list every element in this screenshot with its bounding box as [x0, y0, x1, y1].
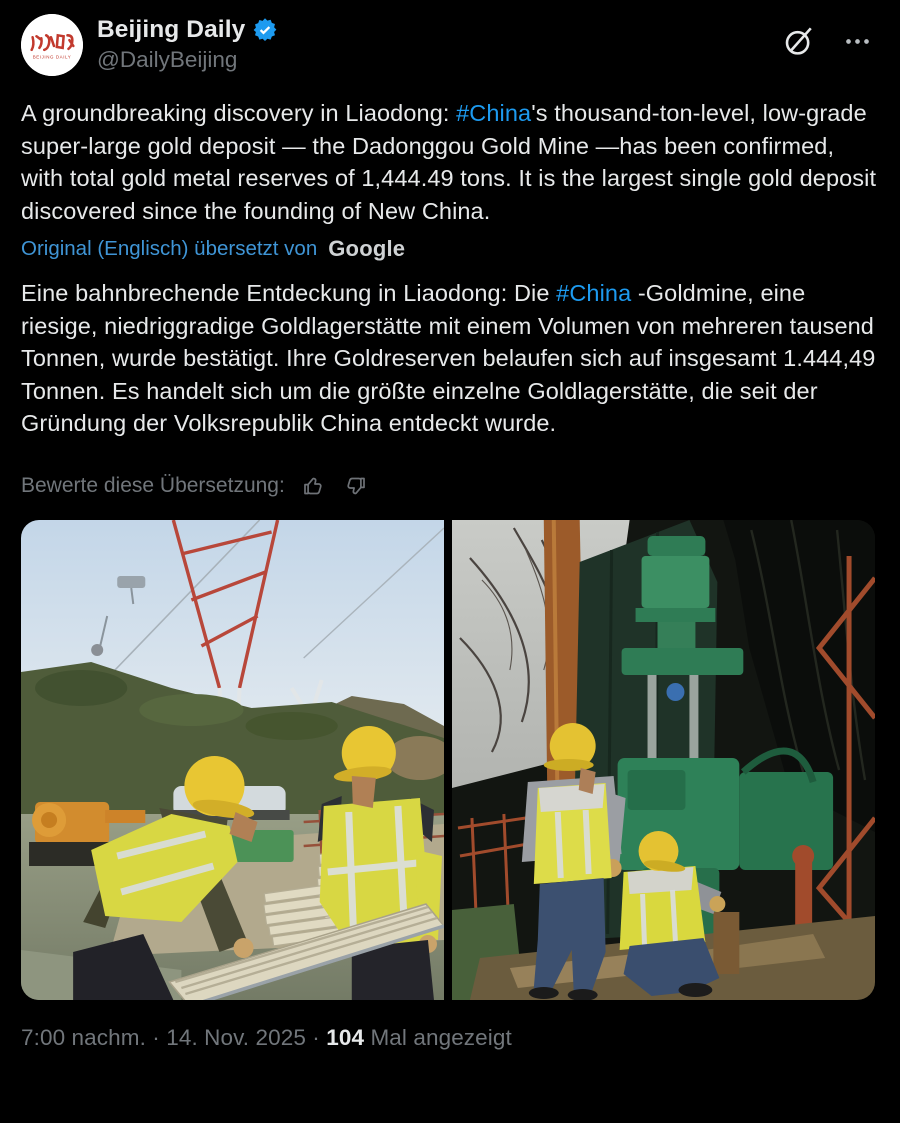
- avatar[interactable]: [21, 14, 83, 76]
- header-actions: [783, 14, 879, 57]
- avatar-logo-subtext: BEIJING DAILY: [32, 54, 72, 60]
- translation-attribution: [21, 236, 879, 262]
- hashtag-china-link-translated[interactable]: #China: [556, 280, 632, 306]
- user-handle[interactable]: @DailyBeijing: [97, 47, 238, 72]
- original-text-pre: A groundbreaking discovery in Liaodong:: [21, 100, 457, 126]
- photo-drill-rig-image: [452, 520, 875, 1000]
- timestamp: 7:00 nachm. · 14. Nov. 2025 ·: [21, 1024, 327, 1050]
- tweet-header: [21, 14, 879, 76]
- thumbs-down-icon: [343, 474, 367, 498]
- original-text-post: 's thousand-ton-level, low-grade super-large gold deposit — the Dadonggou Gold Mine —has been confirmed, with total gold metal reserves of 1,444.49 tons. It is the largest single gold deposit discovered since the founding of New China.: [21, 100, 877, 224]
- rate-translation-row: [21, 474, 879, 498]
- author-block: [97, 14, 278, 73]
- tweet-metadata: [21, 1025, 879, 1051]
- photo-drill-site-image: [21, 520, 444, 1000]
- thumbs-down-button[interactable]: [343, 474, 367, 498]
- google-logo: Google: [328, 236, 406, 261]
- tweet-text-original: [21, 97, 881, 227]
- verified-badge-icon: [252, 17, 278, 43]
- rate-translation-label: Bewerte diese Übersetzung:: [21, 473, 285, 497]
- thumbs-up-icon: [302, 474, 326, 498]
- grok-icon[interactable]: [783, 26, 814, 57]
- beijing-daily-logo: [21, 14, 83, 76]
- photo-drill-site[interactable]: [21, 520, 444, 1000]
- photo-drill-rig[interactable]: [452, 520, 875, 1000]
- hashtag-china-link[interactable]: #China: [456, 100, 532, 126]
- more-options-icon[interactable]: [844, 28, 871, 55]
- views-label: Mal angezeigt: [364, 1024, 512, 1050]
- views-count: 104: [326, 1024, 365, 1050]
- translation-attribution-label[interactable]: Original (Englisch) übersetzt von: [21, 237, 318, 260]
- media-grid: [21, 520, 875, 1000]
- translated-text-post: -Goldmine, eine riesige, niedriggradige Goldlagerstätte mit einem Volumen von mehreren tausend Tonnen, wurde bestätigt. Ihre Goldreserven belaufen sich auf insgesamt 1.444,49 Tonnen. Es handelt sich um die größte einzelne Goldlagerstätte, die seit der Gründung der Volksrepublik China entdeckt wurde.: [21, 280, 876, 436]
- thumbs-up-button[interactable]: [302, 474, 326, 498]
- translated-text-pre: Eine bahnbrechende Entdeckung in Liaodong: Die: [21, 280, 557, 306]
- tweet-text-translated: [21, 277, 881, 440]
- display-name[interactable]: Beijing Daily: [97, 16, 246, 43]
